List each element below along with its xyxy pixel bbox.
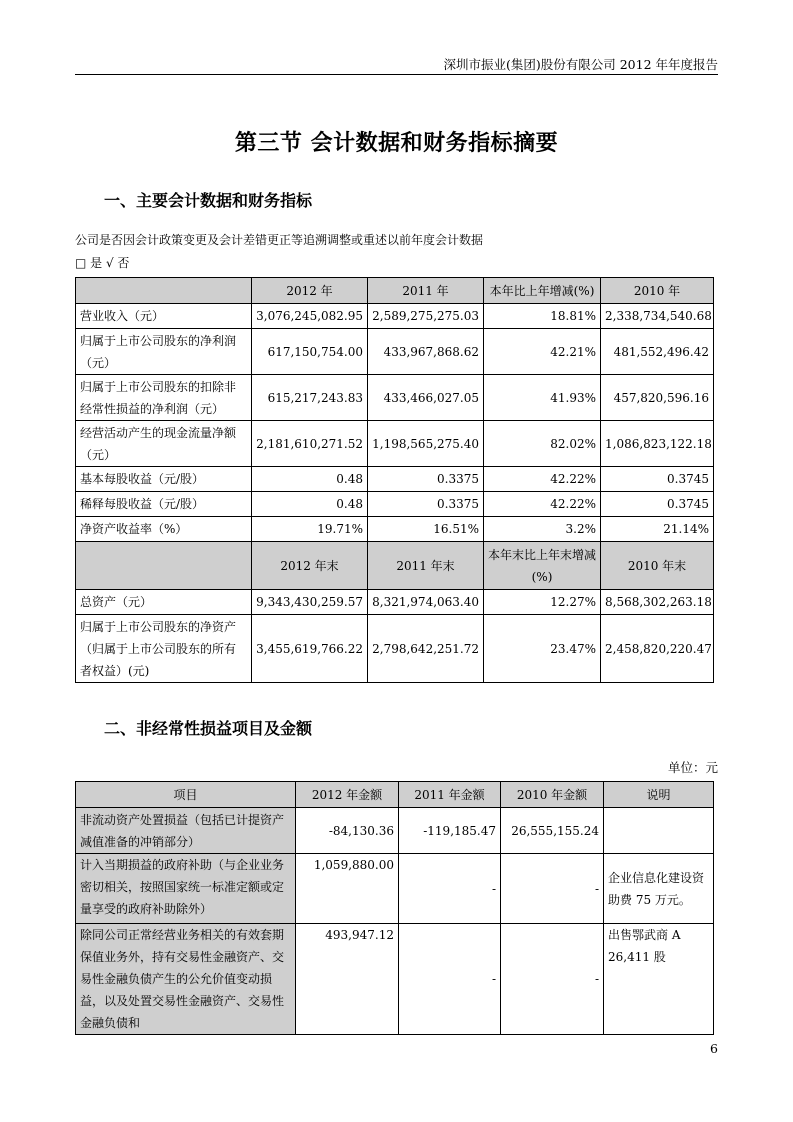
- value-cell: 617,150,754.00: [252, 329, 368, 375]
- value-cell: 82.02%: [484, 421, 601, 467]
- value-cell: 18.81%: [484, 304, 601, 329]
- row-label: 非流动资产处置损益（包括已计提资产减值准备的冲销部分）: [76, 808, 296, 854]
- section-title: 第三节 会计数据和财务指标摘要: [234, 131, 559, 156]
- value-cell: 2,181,610,271.52: [252, 421, 368, 467]
- header-cell: 2010 年: [601, 278, 714, 304]
- header-cell: 2012 年末: [252, 542, 368, 590]
- row-label: 稀释每股收益（元/股）: [76, 492, 252, 517]
- value-cell: 21.14%: [601, 517, 714, 542]
- row-label: 归属于上市公司股东的净资产（归属于上市公司股东的所有者权益）(元): [76, 615, 252, 683]
- table-row: [76, 492, 714, 517]
- row-label: 总资产（元）: [76, 590, 252, 615]
- table-row: [76, 590, 714, 615]
- note-cell: 企业信息化建设资助费 75 万元。: [604, 854, 714, 924]
- value-cell: 0.48: [252, 492, 368, 517]
- row-label: 归属于上市公司股东的扣除非经常性损益的净利润（元）: [76, 375, 252, 421]
- restatement-question: 公司是否因会计政策变更及会计差错更正等追溯调整或重述以前年度会计数据: [75, 233, 484, 247]
- row-label: 营业收入（元）: [76, 304, 252, 329]
- value-cell: 1,198,565,275.40: [368, 421, 484, 467]
- value-cell: 42.21%: [484, 329, 601, 375]
- running-header: 深圳市振业(集团)股份有限公司 2012 年年度报告: [443, 57, 718, 72]
- value-cell: -: [399, 854, 501, 924]
- header-cell: 说明: [604, 782, 714, 808]
- value-cell: 3,076,245,082.95: [252, 304, 368, 329]
- value-cell: -84,130.36: [296, 808, 399, 854]
- value-cell: 0.3375: [368, 467, 484, 492]
- header-cell: 本年比上年增减(%): [484, 278, 601, 304]
- value-cell: 0.48: [252, 467, 368, 492]
- header-cell: 2011 年末: [368, 542, 484, 590]
- table-header-row: [76, 278, 714, 304]
- value-cell: 42.22%: [484, 467, 601, 492]
- header-cell: [76, 542, 252, 590]
- value-cell: 3.2%: [484, 517, 601, 542]
- row-label: 归属于上市公司股东的净利润（元）: [76, 329, 252, 375]
- value-cell: 3,455,619,766.22: [252, 615, 368, 683]
- value-cell: 42.22%: [484, 492, 601, 517]
- value-cell: 433,466,027.05: [368, 375, 484, 421]
- unit-label: 单位：元: [667, 760, 718, 775]
- value-cell: 26,555,155.24: [501, 808, 604, 854]
- value-cell: 0.3745: [601, 492, 714, 517]
- value-cell: 433,967,868.62: [368, 329, 484, 375]
- table-row: [76, 924, 714, 1035]
- non-recurring-items-table: [75, 781, 714, 1035]
- value-cell: 9,343,430,259.57: [252, 590, 368, 615]
- table-row: [76, 421, 714, 467]
- restatement-choice: □ 是 √ 否: [75, 256, 130, 270]
- note-cell: [604, 808, 714, 854]
- value-cell: 0.3375: [368, 492, 484, 517]
- value-cell: 2,458,820,220.47: [601, 615, 714, 683]
- value-cell: 2,798,642,251.72: [368, 615, 484, 683]
- table-header-row: [76, 782, 714, 808]
- row-label: 计入当期损益的政府补助（与企业业务密切相关，按照国家统一标准定额或定量享受的政府补助除外）: [76, 854, 296, 924]
- value-cell: 16.51%: [368, 517, 484, 542]
- value-cell: 615,217,243.83: [252, 375, 368, 421]
- table-row: [76, 375, 714, 421]
- header-cell: 2011 年金额: [399, 782, 501, 808]
- value-cell: -: [399, 924, 501, 1035]
- header-cell: 本年末比上年末增减(%): [484, 542, 601, 590]
- table-row: [76, 329, 714, 375]
- table-row: [76, 808, 714, 854]
- header-cell: 2010 年末: [601, 542, 714, 590]
- value-cell: 1,086,823,122.18: [601, 421, 714, 467]
- value-cell: -: [501, 924, 604, 1035]
- header-cell: 2010 年金额: [501, 782, 604, 808]
- header-cell: [76, 278, 252, 304]
- table-row: [76, 304, 714, 329]
- value-cell: 2,338,734,540.68: [601, 304, 714, 329]
- value-cell: 2,589,275,275.03: [368, 304, 484, 329]
- note-cell: 出售鄂武商 A 26,411 股: [604, 924, 714, 1035]
- header-cell: 2012 年金额: [296, 782, 399, 808]
- value-cell: 8,321,974,063.40: [368, 590, 484, 615]
- subsection-title-1: 一、主要会计数据和财务指标: [104, 191, 313, 210]
- value-cell: -: [501, 854, 604, 924]
- value-cell: 41.93%: [484, 375, 601, 421]
- table-header-row: [76, 542, 714, 590]
- value-cell: 19.71%: [252, 517, 368, 542]
- row-label: 经营活动产生的现金流量净额（元）: [76, 421, 252, 467]
- subsection-title-2: 二、非经常性损益项目及金额: [104, 719, 313, 738]
- value-cell: 0.3745: [601, 467, 714, 492]
- header-cell: 2011 年: [368, 278, 484, 304]
- value-cell: 1,059,880.00: [296, 854, 399, 924]
- table-row: [76, 615, 714, 683]
- row-label: 基本每股收益（元/股）: [76, 467, 252, 492]
- value-cell: 12.27%: [484, 590, 601, 615]
- table-row: [76, 854, 714, 924]
- value-cell: 23.47%: [484, 615, 601, 683]
- value-cell: 457,820,596.16: [601, 375, 714, 421]
- row-label: 净资产收益率（%）: [76, 517, 252, 542]
- table-row: [76, 467, 714, 492]
- header-divider: [75, 74, 718, 75]
- row-label: 除同公司正常经营业务相关的有效套期保值业务外，持有交易性金融资产、交易性金融负债产生的公允价值变动损益，以及处置交易性金融资产、交易性金融负债和: [76, 924, 296, 1035]
- value-cell: 481,552,496.42: [601, 329, 714, 375]
- value-cell: 493,947.12: [296, 924, 399, 1035]
- value-cell: -119,185.47: [399, 808, 501, 854]
- value-cell: 8,568,302,263.18: [601, 590, 714, 615]
- page-number: 6: [710, 1041, 718, 1056]
- key-financial-data-table: [75, 277, 714, 683]
- header-cell: 2012 年: [252, 278, 368, 304]
- table-row: [76, 517, 714, 542]
- header-cell: 项目: [76, 782, 296, 808]
